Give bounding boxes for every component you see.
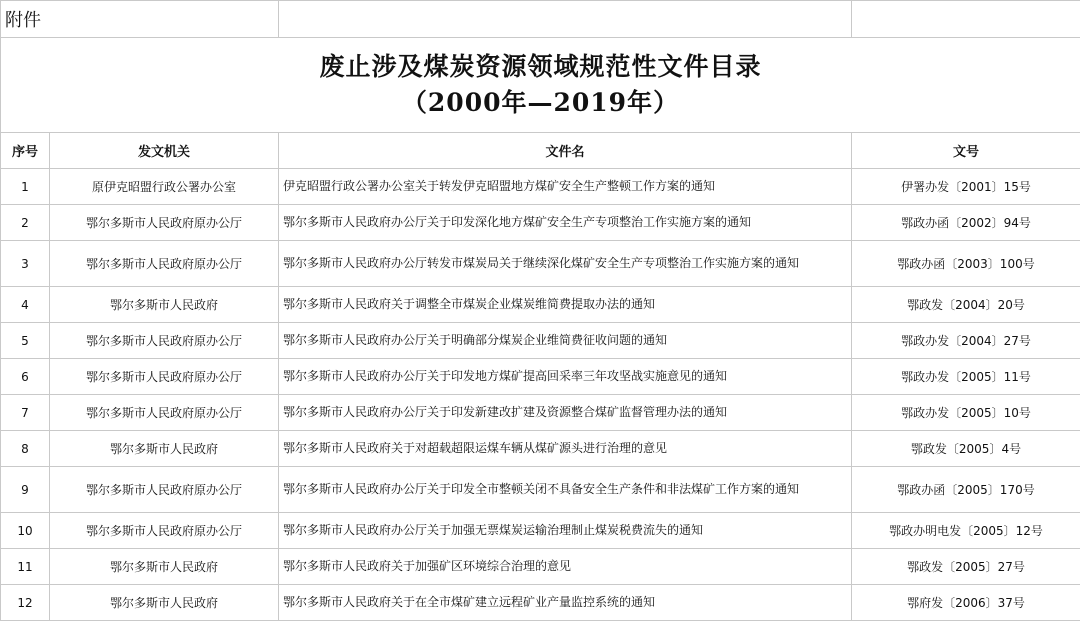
- cell-name: 鄂尔多斯市人民政府关于对超载超限运煤车辆从煤矿源头进行治理的意见: [279, 431, 852, 467]
- cell-doc-no: 鄂政办函〔2003〕100号: [852, 241, 1080, 287]
- header-row: [1, 133, 1080, 169]
- cell-seq: 2: [1, 205, 50, 241]
- cell-seq: 7: [1, 395, 50, 431]
- cell-doc-no: 鄂政办明电发〔2005〕12号: [852, 513, 1080, 549]
- table-row: [1, 205, 1080, 241]
- cell-seq: 3: [1, 241, 50, 287]
- cell-seq: 4: [1, 287, 50, 323]
- cell-seq: 6: [1, 359, 50, 395]
- title-row: [1, 38, 1080, 133]
- cell-name: 鄂尔多斯市人民政府办公厅关于印发新建改扩建及资源整合煤矿监督管理办法的通知: [279, 395, 852, 431]
- cell-seq: 5: [1, 323, 50, 359]
- header-seq: 序号: [1, 133, 50, 169]
- document-title: [1, 38, 1080, 133]
- table-row: [1, 513, 1080, 549]
- cell-name: 鄂尔多斯市人民政府办公厅转发市煤炭局关于继续深化煤矿安全生产专项整治工作实施方案的通知: [279, 241, 852, 287]
- cell-name: 鄂尔多斯市人民政府关于加强矿区环境综合治理的意见: [279, 549, 852, 585]
- attachment-label: 附件: [1, 1, 279, 38]
- cell-doc-no: 鄂政办发〔2005〕11号: [852, 359, 1080, 395]
- cell-doc-no: 鄂政发〔2005〕27号: [852, 549, 1080, 585]
- cell-name: 伊克昭盟行政公署办公室关于转发伊克昭盟地方煤矿安全生产整顿工作方案的通知: [279, 169, 852, 205]
- cell-doc-no: 鄂政办发〔2005〕10号: [852, 395, 1080, 431]
- cell-issuer: 鄂尔多斯市人民政府: [50, 287, 279, 323]
- table-row: [1, 431, 1080, 467]
- cell-doc-no: 鄂政办函〔2002〕94号: [852, 205, 1080, 241]
- table-row: [1, 467, 1080, 513]
- cell-doc-no: 鄂府发〔2006〕37号: [852, 585, 1080, 621]
- title-line-2: （2000年—2019年）: [1, 85, 1080, 121]
- table-row: [1, 549, 1080, 585]
- cell-issuer: 鄂尔多斯市人民政府原办公厅: [50, 467, 279, 513]
- header-doc-no: 文号: [852, 133, 1080, 169]
- cell-seq: 10: [1, 513, 50, 549]
- table-row: [1, 169, 1080, 205]
- cell-name: 鄂尔多斯市人民政府关于在全市煤矿建立远程矿业产量监控系统的通知: [279, 585, 852, 621]
- cell-doc-no: 鄂政办发〔2004〕27号: [852, 323, 1080, 359]
- cell-doc-no: 鄂政发〔2005〕4号: [852, 431, 1080, 467]
- cell-issuer: 鄂尔多斯市人民政府原办公厅: [50, 359, 279, 395]
- cell-name: 鄂尔多斯市人民政府办公厅关于印发深化地方煤矿安全生产专项整治工作实施方案的通知: [279, 205, 852, 241]
- cell-name: 鄂尔多斯市人民政府办公厅关于明确部分煤炭企业维简费征收问题的通知: [279, 323, 852, 359]
- cell-issuer: 鄂尔多斯市人民政府原办公厅: [50, 241, 279, 287]
- cell-issuer: 鄂尔多斯市人民政府原办公厅: [50, 513, 279, 549]
- cell-issuer: 原伊克昭盟行政公署办公室: [50, 169, 279, 205]
- cell-seq: 8: [1, 431, 50, 467]
- table-row: [1, 287, 1080, 323]
- empty-cell: [852, 1, 1080, 38]
- attachment-row: [1, 1, 1080, 38]
- cell-issuer: 鄂尔多斯市人民政府原办公厅: [50, 205, 279, 241]
- cell-doc-no: 鄂政办函〔2005〕170号: [852, 467, 1080, 513]
- table-row: [1, 323, 1080, 359]
- cell-issuer: 鄂尔多斯市人民政府: [50, 431, 279, 467]
- cell-name: 鄂尔多斯市人民政府办公厅关于印发全市整顿关闭不具备安全生产条件和非法煤矿工作方案的通知: [279, 467, 852, 513]
- cell-issuer: 鄂尔多斯市人民政府: [50, 549, 279, 585]
- cell-issuer: 鄂尔多斯市人民政府原办公厅: [50, 395, 279, 431]
- table-row: [1, 359, 1080, 395]
- cell-seq: 1: [1, 169, 50, 205]
- empty-cell: [279, 1, 852, 38]
- cell-doc-no: 鄂政发〔2004〕20号: [852, 287, 1080, 323]
- header-name: 文件名: [279, 133, 852, 169]
- cell-name: 鄂尔多斯市人民政府办公厅关于印发地方煤矿提高回采率三年攻坚战实施意见的通知: [279, 359, 852, 395]
- cell-name: 鄂尔多斯市人民政府关于调整全市煤炭企业煤炭维简费提取办法的通知: [279, 287, 852, 323]
- cell-issuer: 鄂尔多斯市人民政府: [50, 585, 279, 621]
- table-row: [1, 585, 1080, 621]
- table-row: [1, 395, 1080, 431]
- cell-seq: 12: [1, 585, 50, 621]
- header-issuer: 发文机关: [50, 133, 279, 169]
- cell-doc-no: 伊署办发〔2001〕15号: [852, 169, 1080, 205]
- title-line-1: 废止涉及煤炭资源领域规范性文件目录: [1, 49, 1080, 85]
- cell-name: 鄂尔多斯市人民政府办公厅关于加强无票煤炭运输治理制止煤炭税费流失的通知: [279, 513, 852, 549]
- cell-seq: 11: [1, 549, 50, 585]
- cell-issuer: 鄂尔多斯市人民政府原办公厅: [50, 323, 279, 359]
- table-row: [1, 241, 1080, 287]
- cell-seq: 9: [1, 467, 50, 513]
